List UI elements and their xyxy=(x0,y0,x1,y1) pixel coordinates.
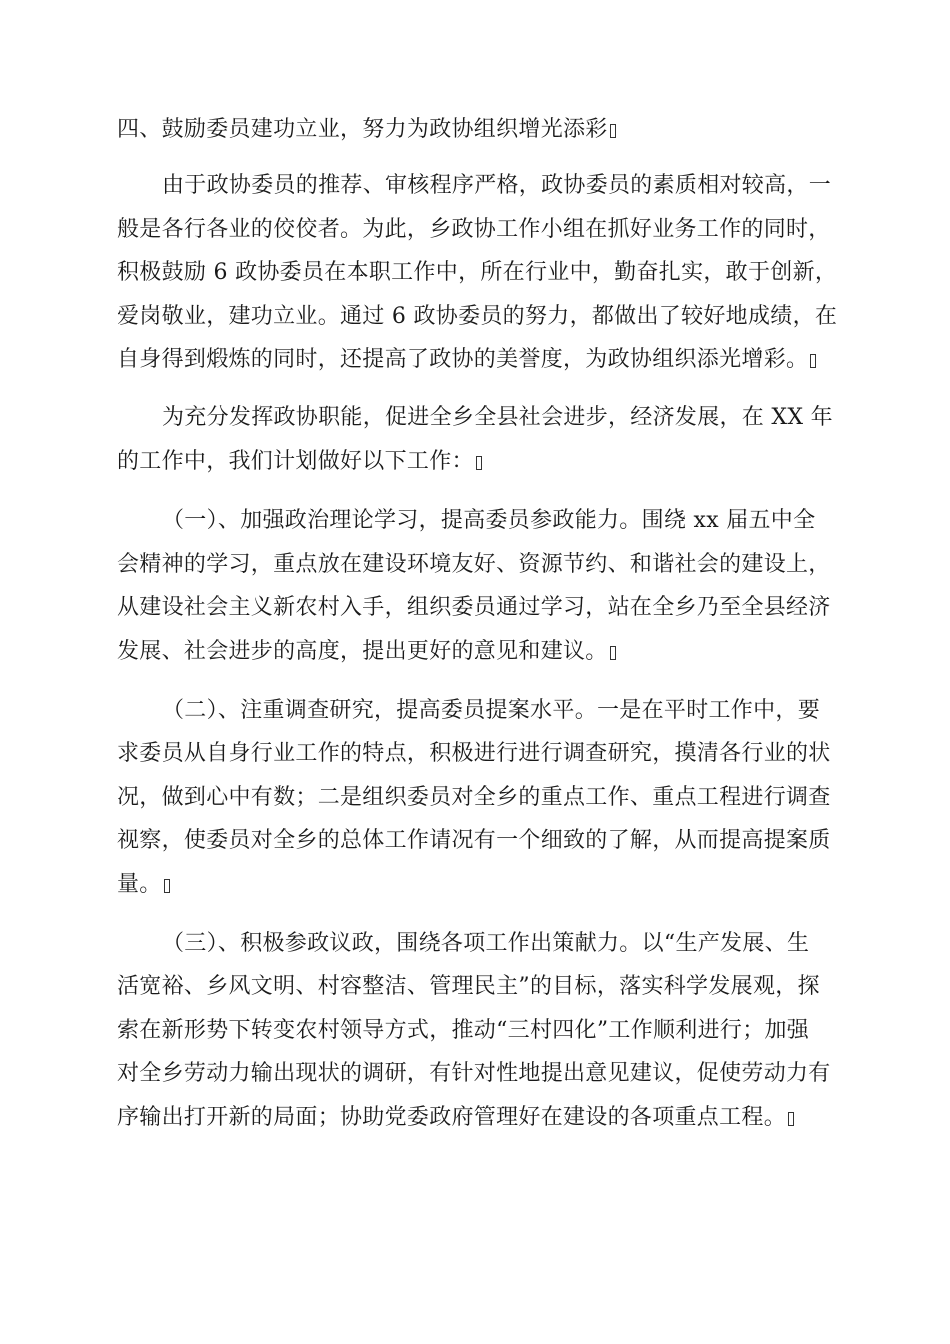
paragraph-line: 况，做到心中有数；二是组织委员对全乡的重点工作、重点工程进行调查 xyxy=(117,785,831,810)
paragraph-mark-icon xyxy=(788,1112,794,1126)
paragraph-line: 爱岗敬业，建功立业。通过 6 政协委员的努力，都做出了较好地成绩，在 xyxy=(117,304,838,329)
paragraph-line: 序输出打开新的局面；协助党委政府管理好在建设的各项重点工程。 xyxy=(117,1103,794,1133)
paragraph-line: 为充分发挥政协职能，促进全乡全县社会进步，经济发展，在 XX 年 xyxy=(162,405,833,430)
paragraph-line: 活宽裕、乡风文明、村容整洁、管理民主”的目标，落实科学发展观，探 xyxy=(117,974,820,999)
paragraph-line: 的工作中，我们计划做好以下工作： xyxy=(117,447,482,477)
paragraph-line: 求委员从自身行业工作的特点，积极进行进行调查研究，摸清各行业的状 xyxy=(117,741,831,766)
paragraph-line: 从建设社会主义新农村入手，组织委员通过学习，站在全乡乃至全县经济 xyxy=(117,595,831,620)
paragraph-line: （三）、积极参政议政，围绕各项工作出策献力。以“生产发展、生 xyxy=(162,931,810,956)
paragraph-line: 般是各行各业的佼佼者。为此，乡政协工作小组在抓好业务工作的同时， xyxy=(117,217,831,242)
paragraph-line: （一）、加强政治理论学习，提高委员参政能力。围绕 xx 届五中全 xyxy=(162,508,816,533)
paragraph-line: 发展、社会进步的高度，提出更好的意见和建议。 xyxy=(117,637,616,667)
paragraph-mark-icon xyxy=(164,879,170,893)
paragraph-line: （二）、注重调查研究，提高委员提案水平。一是在平时工作中，要 xyxy=(162,698,821,723)
paragraph-mark-icon xyxy=(610,124,616,138)
paragraph-line: 对全乡劳动力输出现状的调研，有针对性地提出意见建议，促使劳动力有 xyxy=(117,1061,831,1086)
paragraph-line: 积极鼓励 6 政协委员在本职工作中，所在行业中，勤奋扎实，敢于创新， xyxy=(117,260,838,285)
paragraph-mark-icon xyxy=(810,354,816,368)
paragraph-line: 视察，使委员对全乡的总体工作请况有一个细致的了解，从而提高提案质 xyxy=(117,828,831,853)
paragraph-mark-icon xyxy=(476,456,482,470)
section-heading: 四、鼓励委员建功立业，努力为政协组织增光添彩 xyxy=(117,115,616,145)
paragraph-line: 量。 xyxy=(117,870,170,900)
paragraph-mark-icon xyxy=(610,646,616,660)
paragraph-line: 会精神的学习，重点放在建设环境友好、资源节约、和谐社会的建设上， xyxy=(117,552,831,577)
paragraph-line: 索在新形势下转变农村领导方式，推动“三村四化”工作顺利进行；加强 xyxy=(117,1018,810,1043)
paragraph-line: 由于政协委员的推荐、审核程序严格，政协委员的素质相对较高，一 xyxy=(162,173,832,198)
paragraph-line: 自身得到煅炼的同时，还提高了政协的美誉度，为政协组织添光增彩。 xyxy=(117,345,816,375)
